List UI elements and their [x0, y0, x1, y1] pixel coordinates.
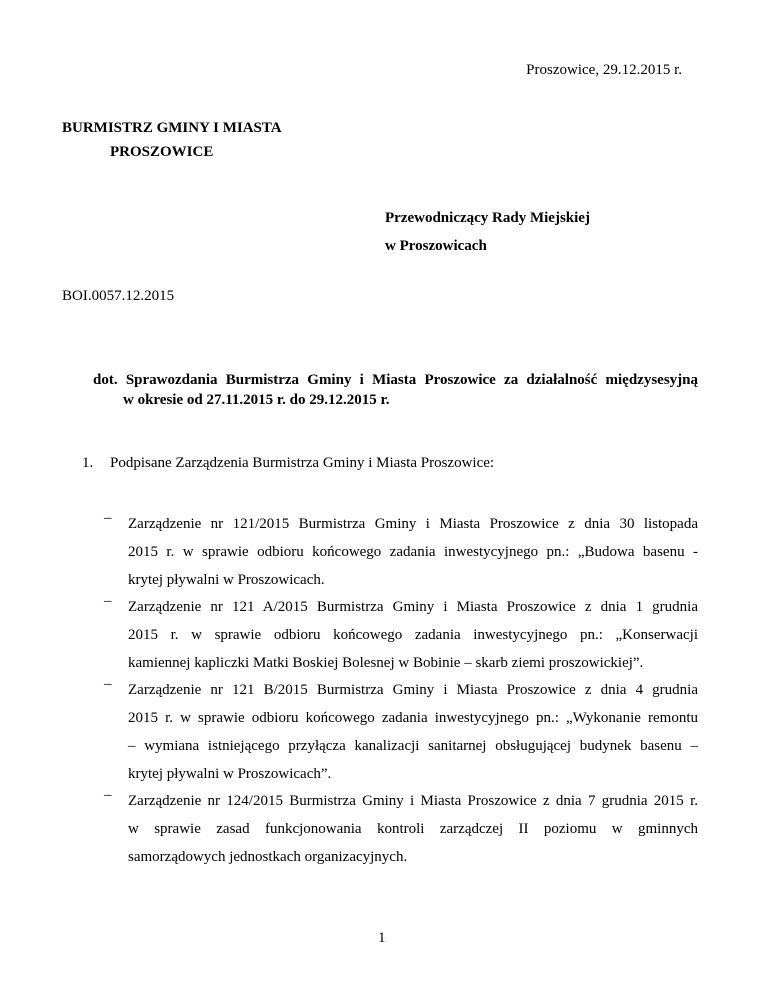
- document-date: Proszowice, 29.12.2015 r.: [526, 62, 682, 78]
- list-item-line: krytej pływalni w Proszowicach”.: [128, 766, 332, 782]
- list-item-line: Zarządzenie nr 124/2015 Burmistrza Gminy i Miasta Proszowice z dnia 7 grudnia 2015 r.: [128, 793, 698, 809]
- dash-bullet: –: [104, 676, 112, 692]
- section-heading: [82, 455, 494, 472]
- section-title: Podpisane Zarządzenia Burmistrza Gminy i Miasta Proszowice:: [110, 455, 495, 471]
- recipient-city: w Proszowicach: [385, 238, 487, 254]
- section-number: 1.: [82, 455, 94, 471]
- list-item-line: 2015 r. w sprawie odbioru końcowego zadania inwestycyjnego pn.: „Wykonanie remontu: [128, 710, 698, 726]
- subject: [93, 370, 698, 410]
- list-item-line: krytej pływalni w Proszowicach.: [128, 572, 325, 588]
- subject-line-2: w okresie od 27.11.2015 r. do 29.12.2015 r.: [123, 392, 390, 408]
- dash-bullet: –: [104, 787, 112, 803]
- list-item-line: Zarządzenie nr 121 B/2015 Burmistrza Gminy i Miasta Proszowice z dnia 4 grudnia: [128, 682, 698, 698]
- dash-bullet: –: [104, 593, 112, 609]
- reference-number: BOI.0057.12.2015: [62, 288, 175, 304]
- list-item-line: 2015 r. w sprawie odbioru końcowego zadania inwestycyjnego pn.: „Budowa basenu -: [128, 544, 698, 560]
- list-item-line: Zarządzenie nr 121/2015 Burmistrza Gminy i Miasta Proszowice z dnia 30 listopada: [128, 516, 698, 532]
- list-item-line: Zarządzenie nr 121 A/2015 Burmistrza Gminy i Miasta Proszowice z dnia 1 grudnia: [128, 599, 698, 615]
- subject-line-1: dot. Sprawozdania Burmistrza Gminy i Miasta Proszowice za działalność międzysesyjną: [93, 372, 698, 388]
- sender-city: PROSZOWICE: [110, 144, 214, 160]
- recipient-title: Przewodniczący Rady Miejskiej: [385, 210, 590, 226]
- sender-title: BURMISTRZ GMINY I MIASTA: [62, 120, 282, 136]
- list-item-line: 2015 r. w sprawie odbioru końcowego zadania inwestycyjnego pn.: „Konserwacji: [128, 627, 698, 643]
- list-item-line: kamiennej kapliczki Matki Boskiej Bolesnej w Bobinie – skarb ziemi proszowickiej”.: [128, 655, 644, 671]
- dash-bullet: –: [104, 510, 112, 526]
- list-item-line: samorządowych jednostkach organizacyjnych.: [128, 849, 408, 865]
- list-item-line: w sprawie zasad funkcjonowania kontroli zarządczej II poziomu w gminnych: [128, 821, 698, 837]
- page-number: 1: [378, 930, 386, 946]
- list-item-line: – wymiana istniejącego przyłącza kanalizacji sanitarnej obsługującej budynek basenu –: [128, 738, 698, 754]
